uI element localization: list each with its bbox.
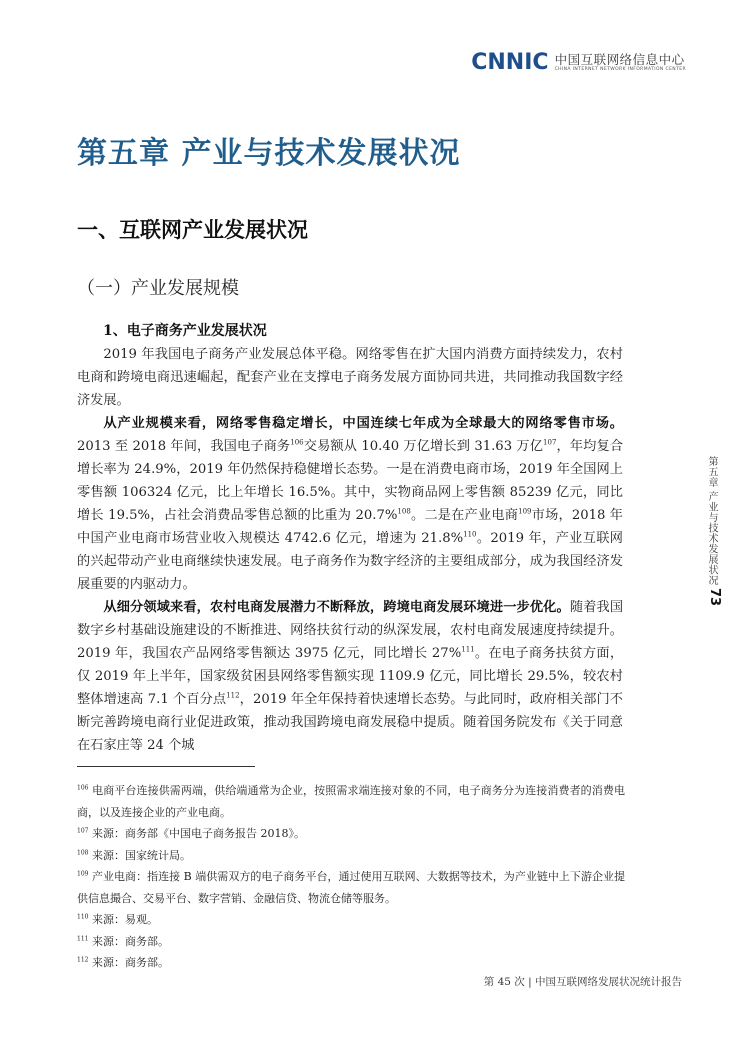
sub-heading: 1、电子商务产业发展状况	[103, 323, 267, 339]
footnote	[77, 866, 625, 909]
footnote-number: 109	[77, 870, 89, 878]
page-number: 73	[707, 588, 722, 607]
paragraph-3-lead: 从细分领域来看，农村电商发展潜力不断释放，跨境电商发展环境进一步优化。	[103, 600, 570, 615]
footnote-divider	[77, 766, 255, 767]
footnote-text: 来源：商务部《中国电子商务报告 2018》。	[91, 827, 305, 840]
paragraph-2-text: 交易额从 10.40 万亿增长到 31.63 万亿	[303, 439, 544, 454]
footnote-text: 来源：易观。	[91, 913, 158, 926]
footnote	[77, 823, 625, 845]
footnote	[77, 909, 625, 931]
paragraph-2-text: 。2019 年，产业互联网的兴起带动产业电商继续快速发展。电子商务作为数字经济的主要组成部分，成为我国经济发展重要的内驱动力。	[77, 531, 623, 592]
footnote-number: 108	[77, 848, 89, 856]
footnote-number: 111	[77, 934, 89, 942]
footnotes	[77, 780, 625, 974]
footnote-number: 112	[77, 956, 89, 964]
paragraph-3-text: ，2019 年全年保持着快速增长态势。与此同时，政府相关部门不断完善跨境电商行业促进政策，推动我国跨境电商发展稳中提质。随着国务院发布《关于同意在石家庄等 24 个城	[77, 692, 623, 753]
footnote-number: 110	[77, 913, 89, 921]
body-text	[77, 343, 623, 757]
paragraph-1: 2019 年我国电子商务产业发展总体平稳。网络零售在扩大国内消费方面持续发力，农村电商和跨境电商迅速崛起，配套产业在支撑电子商务发展方面协同共进，共同推动我国数字经济发展。	[77, 347, 623, 408]
paragraph-2-text: 。二是在产业电商	[410, 508, 519, 523]
footnote-ref-108[interactable]: 108	[397, 507, 411, 516]
footnote-ref-112[interactable]: 112	[226, 691, 240, 700]
logo-mark: CNNIC	[471, 50, 549, 75]
footnote-ref-107[interactable]: 107	[543, 438, 557, 447]
logo-text	[555, 52, 686, 73]
paragraph-3	[77, 596, 623, 757]
footnote	[77, 931, 625, 953]
footnote-text: 来源：商务部。	[91, 934, 169, 948]
footnote	[77, 780, 625, 823]
footnote	[77, 952, 625, 974]
footnote-text: 产业电商：指连接 B 端供需双方的电子商务平台，通过使用互联网、大数据等技术，为产业链中上下游企业提供信息撮合、交易平台、数字营销、金融信贷、物流仓储等服务。	[77, 870, 626, 905]
page-footer: 第 45 次 | 中国互联网络发展状况统计报告	[483, 976, 682, 988]
footnote-text: 来源：商务部。	[91, 956, 169, 969]
footnote-text: 电商平台连接供需两端，供给端通常为企业，按照需求端连接对象的不同，电子商务分为连接消费者的消费电商，以及连接企业的产业电商。	[77, 784, 626, 819]
paragraph-3-text: 随着我国数字乡村基础设施建设的不断推进、网络扶贫行动的纵深发展，农村电商发展速度持续提升。2019 年，我国农产品网络零售额达 3975 亿元，同比增长 27%	[77, 600, 624, 661]
paragraph-2-text: ，年均复合增长率为 24.9%，2019 年仍然保持稳健增长态势。一是在消费电商市场，2019 年全国网上零售额 106324 亿元，比上年增长 16.5%。其中，实物商品网上零售额 85239 亿元，同比增长 19.5%，占社会消费品零售总额的比重为 20.7%	[77, 439, 624, 523]
subsection-title: （一）产业发展规模	[77, 278, 239, 299]
section-title: 一、互联网产业发展状况	[77, 218, 308, 242]
footnote-number: 106	[77, 784, 89, 792]
logo-chinese-name: 中国互联网络信息中心	[554, 52, 685, 67]
footnote-text: 来源：国家统计局。	[91, 848, 191, 862]
paragraph-2-text: 2013 至 2018 年间，我国电子商务	[77, 439, 291, 454]
footnote-ref-110[interactable]: 110	[463, 530, 477, 539]
footnote-number: 107	[77, 827, 89, 835]
paragraph-2-text: 市场，2018 年中国产业电商市场营业收入规模达 4742.6 亿元，增速为 21.8%	[77, 508, 623, 546]
chapter-title: 第五章 产业与技术发展状况	[77, 136, 461, 171]
paragraph-2-lead: 从产业规模来看，网络零售稳定增长，中国连续七年成为全球最大的网络零售市场。	[103, 416, 623, 431]
footnote-ref-106[interactable]: 106	[290, 438, 304, 447]
footnote-ref-109[interactable]: 109	[518, 507, 532, 516]
cnnic-logo	[471, 50, 686, 75]
footnote	[77, 845, 625, 867]
paragraph-2	[77, 412, 623, 596]
side-chapter-label: 第五章 产业与技术发展状况	[706, 456, 717, 586]
logo-english-name: CHINA INTERNET NETWORK INFORMATION CENTER	[554, 67, 686, 72]
paragraph-3-text: 。在电子商务扶贫方面，仅 2019 年上半年，国家级贫困县网络零售额实现 1109.9 亿元，同比增长 29.5%，较农村整体增速高 7.1 个百分点	[77, 646, 624, 707]
footnote-ref-111[interactable]: 111	[461, 645, 475, 654]
side-tab	[700, 456, 722, 636]
